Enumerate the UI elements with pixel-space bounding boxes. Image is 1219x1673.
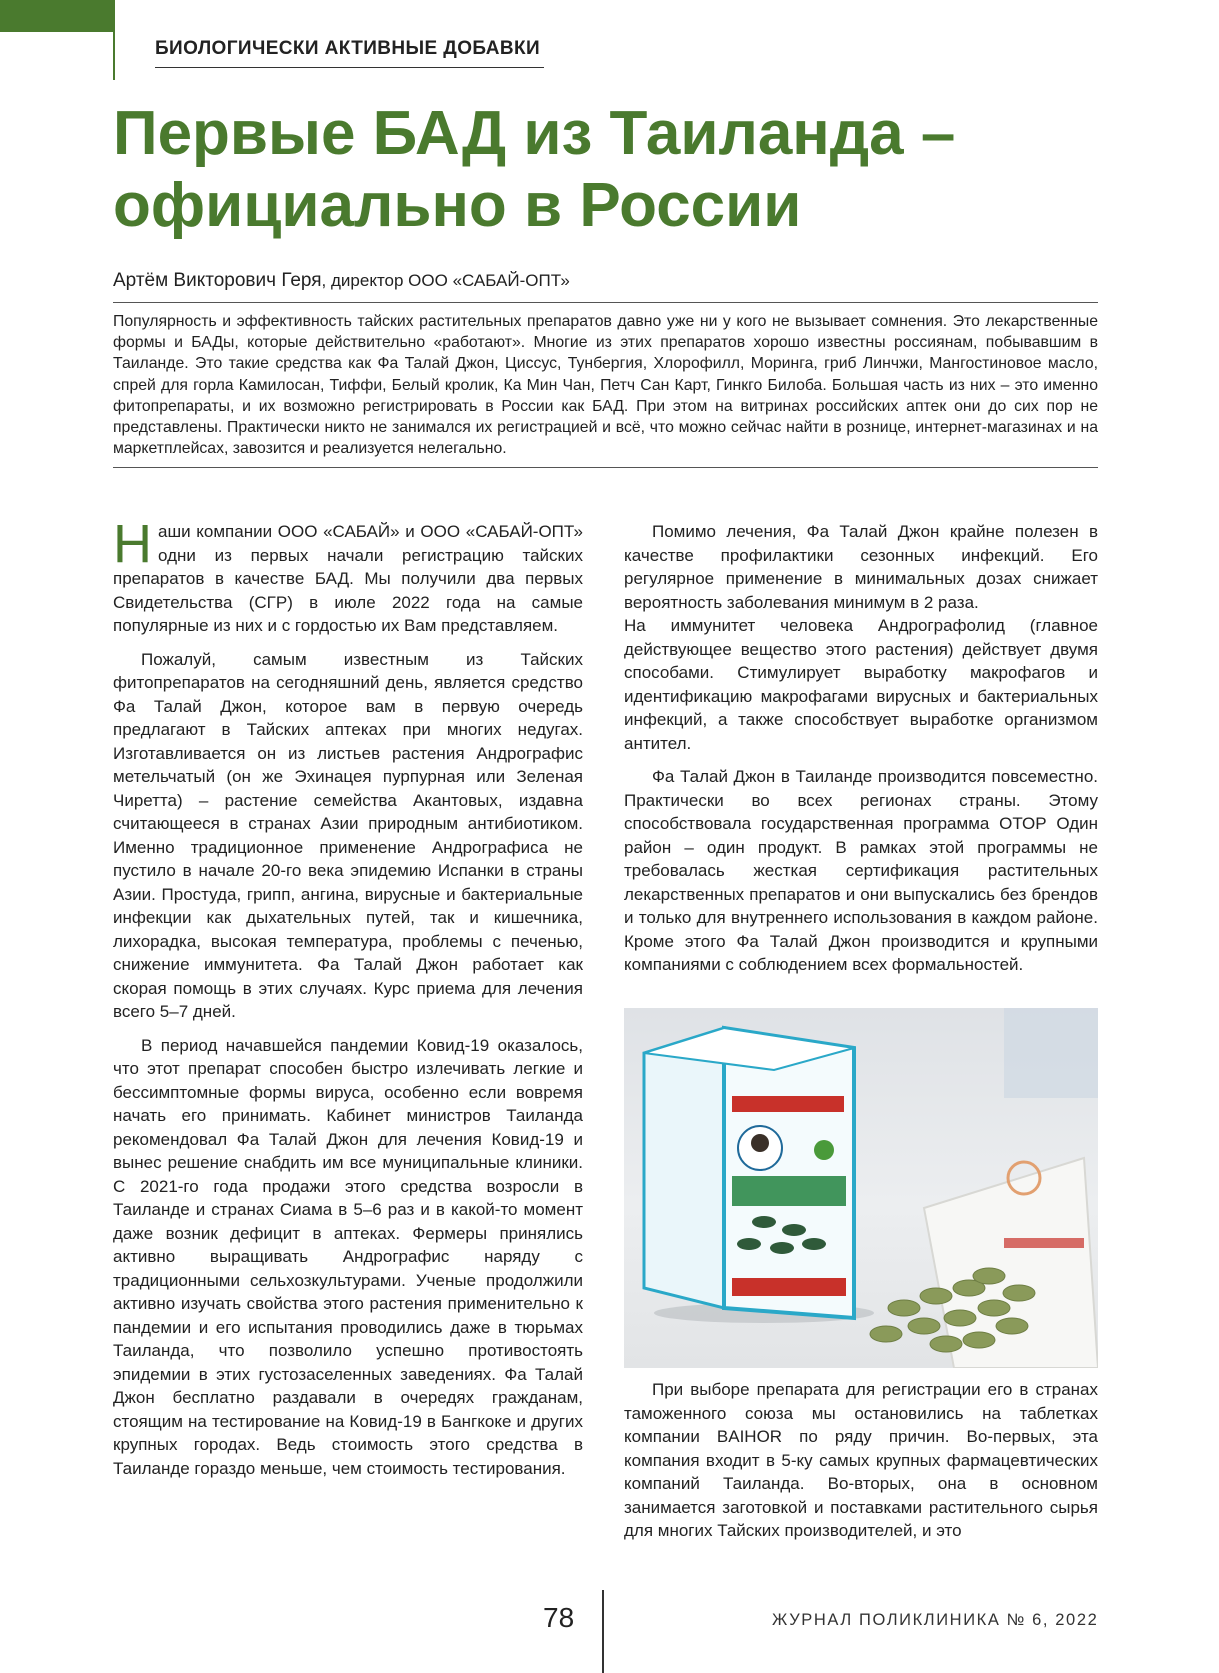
right-paragraph-2: На иммунитет человека Андрографолид (главное действующее вещество этого растения) действует двумя способами. Стимулирует выработку макрофагов и идентификацию макрофагами вирусных и бактериальных инфекций, а также способствует выработке организмом антител.: [624, 616, 1098, 753]
box-side-face: [644, 1028, 724, 1308]
box-pill-print: [802, 1238, 826, 1250]
box-pill-print: [770, 1242, 794, 1254]
byline: [113, 270, 570, 292]
pill: [963, 1332, 995, 1348]
box-red-label: [732, 1096, 844, 1112]
pill: [1003, 1285, 1035, 1301]
footer-journal: ЖУРНАЛ ПОЛИКЛИНИКА № 6, 2022: [772, 1611, 1099, 1629]
box-pill-print: [737, 1238, 761, 1250]
box-front-face: [724, 1028, 854, 1318]
left-column: [113, 514, 583, 1490]
headline-line-2: официально в России: [113, 170, 802, 240]
box-green-text: [732, 1176, 846, 1206]
left-paragraph-1-text: аши компании ООО «САБАЙ» и ООО «САБАЙ-ОПТ» одни из первых начали регистрацию тайских препаратов в качестве БАД. Мы получили два первых Свидетельства (СГР) в июле 2022 года на самые популярные из них и с гордостью их Вам представляем.: [113, 522, 583, 635]
pill: [930, 1336, 962, 1352]
headline-line-1: Первые БАД из Таиланда –: [113, 99, 956, 168]
pill: [944, 1310, 976, 1326]
pill: [973, 1268, 1005, 1284]
corner-accent-rule: [113, 0, 115, 80]
byline-author: Артём Викторович Геря: [113, 270, 322, 291]
footer-divider: [602, 1590, 604, 1673]
box-bottom-label: [732, 1278, 846, 1296]
box-pill-print: [782, 1224, 806, 1236]
right-paragraph-1: Помимо лечения, Фа Талай Джон крайне полезен в качестве профилактики сезонных инфекций. Его регулярное применение в минимальных дозах снижает вероятность заболевания минимум в 2 раза.: [624, 522, 1098, 612]
right-paragraph-3: Фа Талай Джон в Таиланде производится повсеместно. Практически во всех регионах страны. Этому способствовала государственная программа ОТОР Один район – один продукт. В рамках этой программы не требовалась жесткая сертификация растительных лекарственных препаратов и они выпускались без брендов и только для внутреннего использования в каждом районе. Кроме этого Фа Талай Джон производится и крупными компаниями с соблюдением всех формальностей.: [624, 767, 1098, 974]
byline-role: , директор ООО «САБАЙ-ОПТ»: [321, 271, 570, 290]
right-paragraph-4: При выборе препарата для регистрации его в странах таможенного союза мы остановились на таблетках компании BAIHOR по ряду причин. Во-первых, эта компания входит в 5-ку самых крупных фармацевтических компаний Таиланда. Во-вторых, она в основном занимается заготовкой и поставками растительного сырья для многих Тайских производителей, и это: [624, 1380, 1098, 1540]
sachet-stripe: [1004, 1238, 1084, 1248]
headline: [113, 98, 1113, 242]
pill: [908, 1318, 940, 1334]
page-number: 78: [543, 1602, 575, 1633]
product-photo: [624, 1008, 1098, 1368]
pill: [996, 1318, 1028, 1334]
pill: [978, 1300, 1010, 1316]
corner-accent-block: [0, 0, 114, 32]
product-photo-illustration: [624, 1008, 1098, 1368]
pill: [920, 1288, 952, 1304]
dropcap: Н: [113, 514, 152, 574]
right-column-bottom: [624, 1378, 1098, 1543]
box-pill-print: [752, 1216, 776, 1228]
box-portrait-face: [751, 1134, 769, 1152]
right-column: [624, 520, 1098, 987]
box-green-logo: [814, 1140, 834, 1160]
left-paragraph-3: В период начавшейся пандемии Ковид-19 оказалось, что этот препарат способен быстро излечивать легкие и бессимптомные формы вируса, особенно если вовремя начать его принимать. Кабинет министров Таиланда рекомендовал Фа Талай Джон для лечения Ковид-19 и вынес решение снабдить им все муниципальные клиники. С 2021-го года продажи этого средства возросли в Таиланде и странах Сиама в 5–6 раз и в какой-то момент даже возник дефицит в аптеках. Фермеры принялись активно выращивать Андрографис наряду с традиционными сельхозкультурами. Ученые продолжили активно изучать свойства этого растения применительно к пандемии и его испытания проводились даже в тюрьмах Таиланда, что позволило успешно противостоять эпидемии в этих густозаселенных заведениях. Фа Талай Джон бесплатно раздавали в очередях гражданам, стоящим на тестирование на Ковид-19 в Бангкоке и других крупных городах. Ведь стоимость этого средства в Таиланде гораздо меньше, чем стоимость тестирования.: [113, 1035, 583, 1478]
pill: [888, 1300, 920, 1316]
left-paragraph-2: Пожалуй, самым известным из Тайских фитопрепаратов на сегодняшний день, является средство Фа Талай Джон, которое вам в первую очередь предлагают в Тайских аптеках при многих недугах. Изготавливается он из листьев растения Андрографис метельчатый (он же Эхинацея пурпурная или Зеленая Чиретта) – растение семейства Акантовых, издавна считающееся в странах Азии природным антибиотиком. Именно традиционное применение Андрографиса не пустило в начале 20-го века эпидемию Испанки в страны Азии. Простуда, грипп, ангина, вирусные и бактериальные инфекции как дыхательных путей, так и кишечника, лихорадка, высокая температура, проблемы с печенью, снижение иммунитета. Фа Талай Джон работает как скорая помощь в этих случаях. Курс приема для лечения всего 5–7 дней.: [113, 649, 583, 1021]
lead-paragraph: Популярность и эффективность тайских растительных препаратов давно уже ни у кого не вызывает сомнения. Это лекарственные формы и БАДы, которые действительно «работают». Многие из этих препаратов хорошо известны россиянам, побывавшим в Таиланде. Это такие средства как Фа Талай Джон, Циссус, Тунбергия, Хлорофилл, Моринга, гриб Линчжи, Мангостиновое масло, спрей для горла Камилосан, Тиффи, Белый кролик, Ка Мин Чан, Петч Сан Карт, Гинкго Билоба. Большая часть из них – это именно фитопрепараты, и их возможно регистрировать в России как БАД. При этом на витринах российских аптек они до сих пор не представлены. Практически никто не занимался их регистрацией и всё, что можно сейчас найти в рознице, интернет-магазинах и на маркетплейсах, завозится и реализуется нелегально.: [113, 302, 1098, 468]
section-label: БИОЛОГИЧЕСКИ АКТИВНЫЕ ДОБАВКИ: [155, 38, 544, 68]
left-paragraph-1: [113, 514, 583, 638]
glass-shape: [1004, 1008, 1098, 1098]
pill: [870, 1326, 902, 1342]
